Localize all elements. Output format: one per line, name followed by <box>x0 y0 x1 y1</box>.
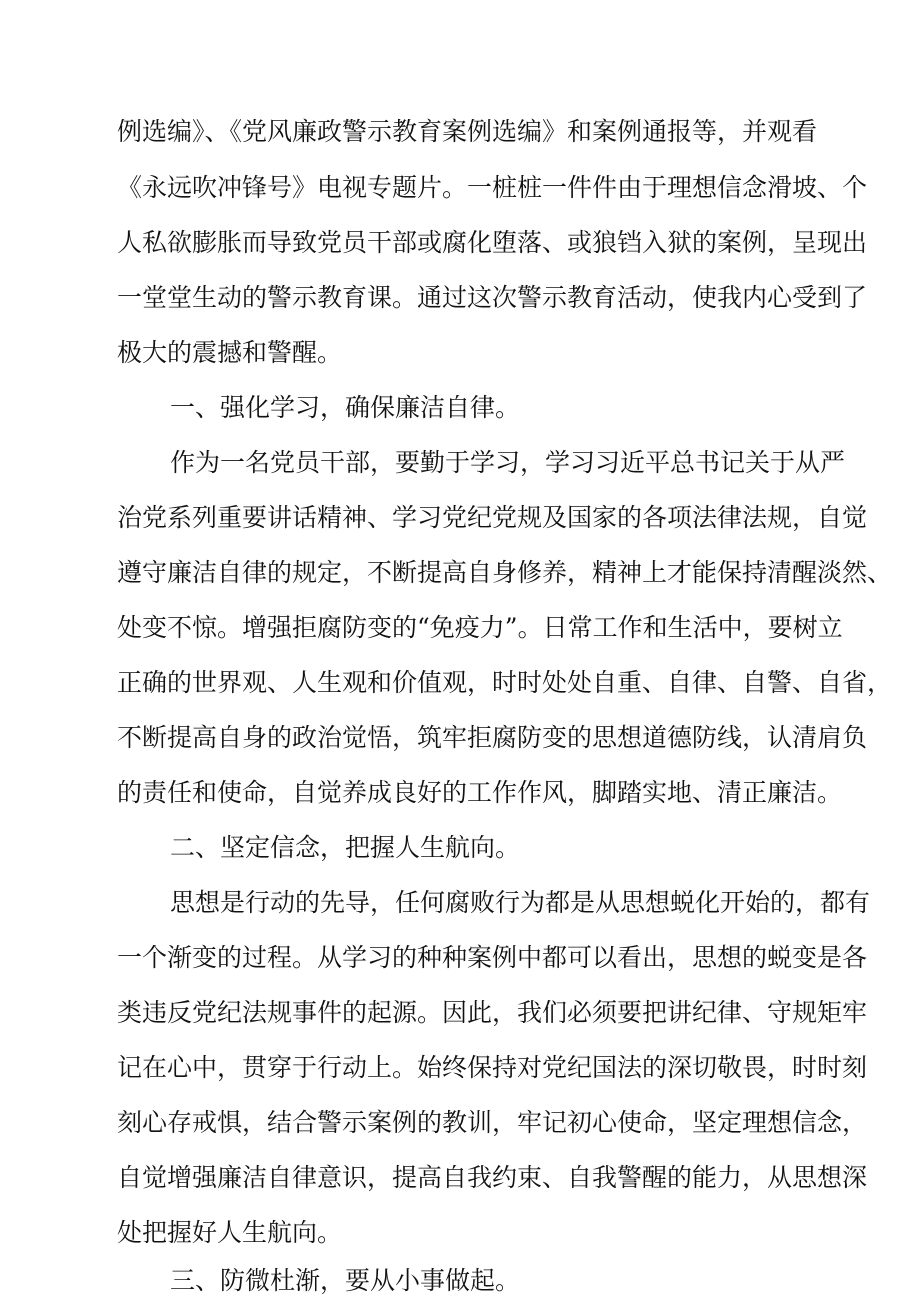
section-heading-3: 三、防微杜渐，要从小事做起。 <box>170 1266 521 1295</box>
section-heading-2: 二、坚定信念，把握人生航向。 <box>170 833 521 862</box>
para1-line-2: 治党系列重要讲话精神、学习党纪党规及国家的各项法律法规，自觉 <box>117 503 868 532</box>
para2-line-3: 类违反党纪法规事件的起源。因此，我们必须要把讲纪律、守规矩牢 <box>117 998 868 1027</box>
para1-line-7: 的责任和使命，自觉养成良好的工作作风，脚踏实地、清正廉洁。 <box>117 778 843 807</box>
para2-line-4: 记在心中，贯穿于行动上。始终保持对党纪国法的深切敬畏，时时刻 <box>117 1053 868 1082</box>
para1-line-1: 作为一名党员干部，要勤于学习，学习习近平总书记关于从严 <box>170 448 846 477</box>
intro-line-2: 《永远吹冲锋号》电视专题片。一桩桩一件件由于理想信念滑坡、个 <box>117 173 868 202</box>
intro-line-5: 极大的震撼和警醒。 <box>117 338 343 367</box>
section-heading-1: 一、强化学习，确保廉洁自律。 <box>170 393 521 422</box>
para2-line-6: 自觉增强廉洁自律意识，提高自我约束、自我警醒的能力，从思想深 <box>117 1163 868 1192</box>
para2-line-2: 一个渐变的过程。从学习的种种案例中都可以看出，思想的蜕变是各 <box>117 943 868 972</box>
intro-line-3: 人私欲膨胀而导致党员干部或腐化堕落、或狼铛入狱的案例，呈现出 <box>117 228 868 257</box>
para1-line-3: 遵守廉洁自律的规定，不断提高自身修养，精神上才能保持清醒淡然、 <box>117 558 893 587</box>
para1-line-5: 正确的世界观、人生观和价值观，时时处处自重、自律、自警、自省， <box>117 668 893 697</box>
para1-line-4: 处变不惊。增强拒腐防变的“免疫力”。日常工作和生活中，要树立 <box>117 613 843 642</box>
para2-line-7: 处把握好人生航向。 <box>117 1218 343 1247</box>
para1-line-6: 不断提高自身的政治觉悟，筑牢拒腐防变的思想道德防线，认清肩负 <box>117 723 868 752</box>
para2-line-1: 思想是行动的先导，任何腐败行为都是从思想蜕化开始的，都有 <box>170 888 871 917</box>
intro-line-1: 例选编》、《党风廉政警示教育案例选编》和案例通报等，并观看 <box>117 117 818 146</box>
intro-line-4: 一堂堂生动的警示教育课。通过这次警示教育活动，使我内心受到了 <box>117 283 868 312</box>
para2-line-5: 刻心存戒惧，结合警示案例的教训，牢记初心使命，坚定理想信念， <box>117 1108 868 1137</box>
